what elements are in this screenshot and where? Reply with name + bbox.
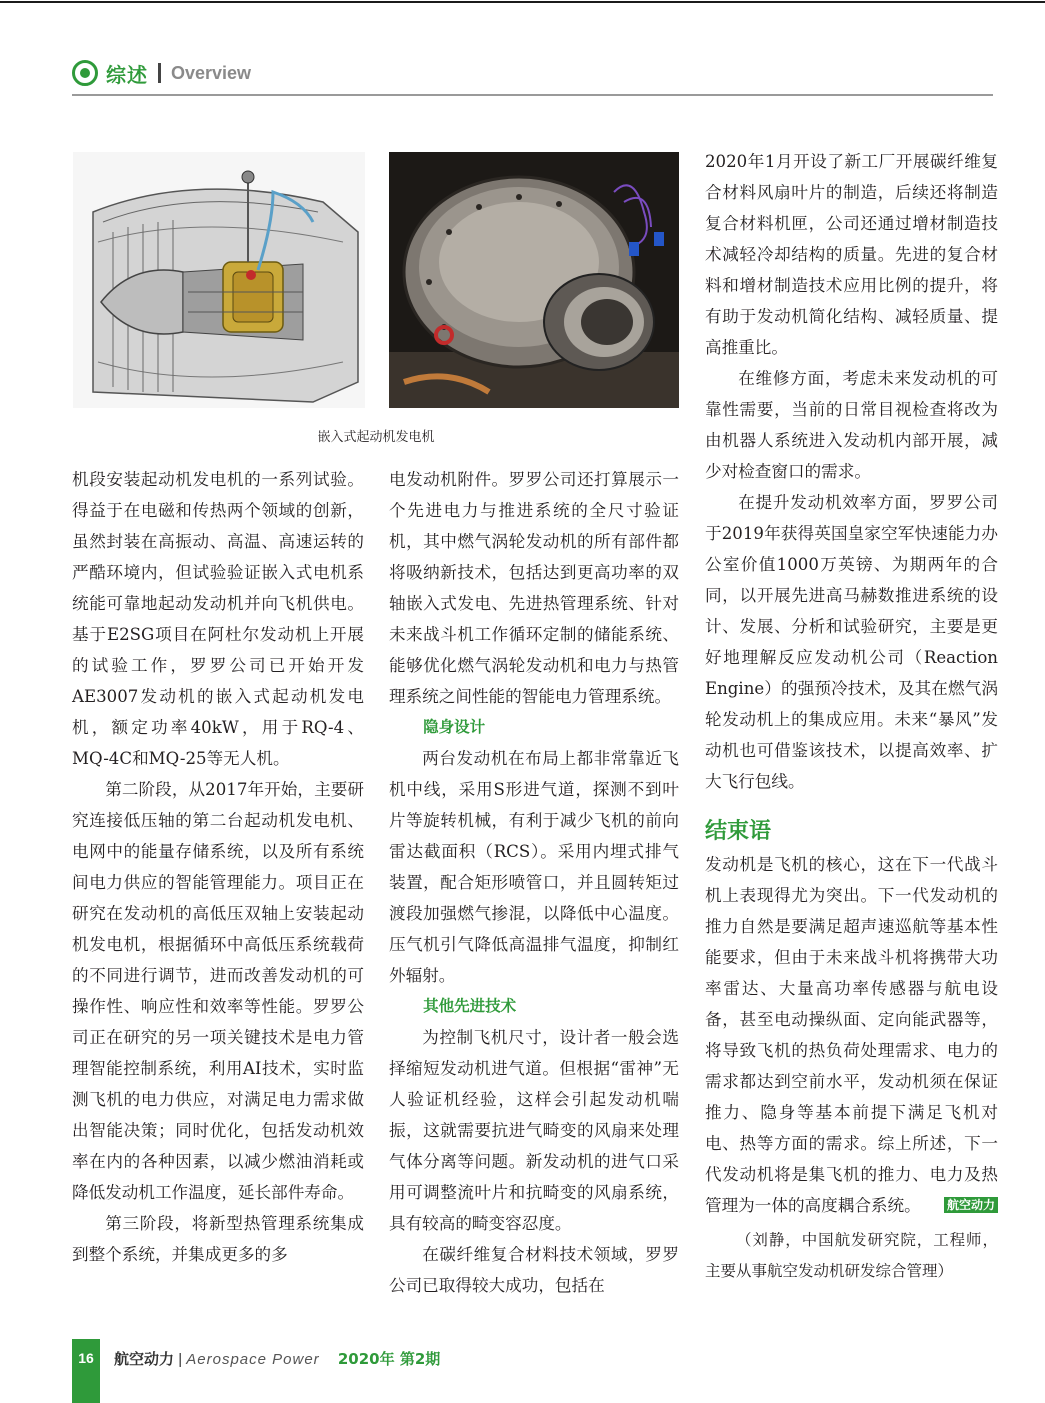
starter-generator-photo (389, 152, 679, 408)
paragraph: 电发动机附件。罗罗公司还打算展示一个先进电力与推进系统的全尺寸验证机，其中燃气涡轮发动机的所有部件都将吸纳新技术，包括达到更高功率的双轴嵌入式发电、先进热管理系统、针对未来战斗机工作循环定制的储能系统、能够优化燃气涡轮发动机和电力与热管理系统之间性能的智能电力管理系统。 (389, 470, 679, 706)
author-note: （刘静，中国航发研究院，工程师，主要从事航空发动机研发综合管理） (705, 1231, 998, 1280)
footer-page-tab (72, 1339, 100, 1403)
subheading-other-tech: 其他先进技术 (423, 997, 517, 1015)
conclusion-text: 发动机是飞机的核心，这在下一代战斗机上表现得尤为突出。下一代发动机的推力自然是要满足超声速巡航等基本性能要求，但由于未来战斗机将携带大功率雷达、大量高功率传感器与航电设备，甚至电动操纵面、定向能武器等，将导致飞机的热负荷处理需求、电力的需求都达到空前水平，发动机须在保证推力、隐身等基本前提下满足飞机对电、热等方面的需求。综上所述，下一代发动机将是集飞机的推力、电力及热管理为一体的高度耦合系统。 (705, 855, 998, 1215)
journal-logo-icon (72, 60, 98, 86)
engine-cutaway-image (73, 152, 365, 408)
end-mark-badge: 航空动力 (944, 1197, 998, 1213)
journal-name-cn: 航空动力 (114, 1350, 175, 1368)
paragraph: 为控制飞机尺寸，设计者一般会选择缩短发动机进气道。但根据“雷神”无人验证机经验，这样会引起发动机喘振，这就需要抗进气畸变的风扇来处理气体分离等问题。新发动机的进气口采用可调整流叶片和抗畸变的风扇系统，具有较高的畸变容忍度。 (389, 1028, 679, 1233)
top-rule (0, 1, 1045, 3)
section-header (72, 58, 251, 88)
paragraph: 在提升发动机效率方面，罗罗公司于2019年获得英国皇家空军快速能力办公室价值1000万英镑、为期两年的合同，以开展先进高马赫数推进系统的设计、发展、分析和试验研究，主要是更好地理解反应发动机公司（Reaction Engine）的强预冷技术，及其在燃气涡轮发动机上的集成应用。未来“暴风”发动机也可借鉴该技术，以提高效率、扩大飞行包线。 (705, 493, 998, 791)
section-title-cn: 综述 (106, 62, 148, 87)
paragraph: 在维修方面，考虑未来发动机的可靠性需要，当前的日常目视检查将改为由机器人系统进入发动机内部开展，减少对检查窗口的需求。 (705, 369, 998, 481)
header-rule (72, 94, 993, 96)
issue-label: 2020年 第2期 (337, 1350, 441, 1368)
text-column-2 (389, 464, 679, 1301)
text-column-1 (72, 464, 364, 1270)
journal-name-en: Aerospace Power (186, 1351, 320, 1368)
paragraph: 第二阶段，从2017年开始，主要研究连接低压轴的第二台起动机发电机、电网中的能量存储系统，以及所有系统间电力供应的智能管理能力。项目正在研究在发动机的高低压双轴上安装起动机发电机，根据循环中高低压系统载荷的不同进行调节，进而改善发动机的可操作性、响应性和效率等性能。罗罗公司正在研究的另一项关键技术是电力管理智能控制系统，利用AI技术，实时监测飞机的电力供应，对满足电力需求做出智能决策；同时优化，包括发动机效率在内的各种因素，以减少燃油消耗或降低发动机工作温度，延长部件寿命。 (72, 780, 364, 1202)
section-title-en: Overview (171, 62, 252, 83)
page-number: 16 (78, 1350, 94, 1366)
paragraph (705, 849, 998, 1221)
journal-divider: | (178, 1351, 187, 1368)
text-column-3 (705, 146, 998, 1287)
paragraph: 机段安装起动机发电机的一系列试验。得益于在电磁和传热两个领域的创新，虽然封装在高振动、高温、高速运转的严酷环境内，但试验验证嵌入式电机系统能可靠地起动发动机并向飞机供电。基于E2SG项目在阿杜尔发动机上开展的试验工作，罗罗公司已开始开发AE3007发动机的嵌入式起动机发电机，额定功率40kW，用于RQ-4、MQ-4C和MQ-25等无人机。 (72, 470, 364, 768)
paragraph: 在碳纤维复合材料技术领域，罗罗公司已取得较大成功，包括在 (389, 1245, 679, 1295)
paragraph: 2020年1月开设了新工厂开展碳纤维复合材料风扇叶片的制造，后续还将制造复合材料机匣，公司还通过增材制造技术减轻冷却结构的质量。先进的复合材料和增材制造技术应用比例的提升，将有助于发动机简化结构、减轻质量、提高推重比。 (705, 152, 998, 357)
paragraph: 第三阶段，将新型热管理系统集成到整个系统，并集成更多的多 (72, 1214, 364, 1264)
footer-journal (114, 1348, 440, 1369)
figure-caption: 嵌入式起动机发电机 (317, 430, 435, 445)
subheading-stealth: 隐身设计 (423, 718, 486, 736)
paragraph: 两台发动机在布局上都非常靠近飞机中线，采用S形进气道，探测不到叶片等旋转机械，有利于减少飞机的前向雷达截面积（RCS）。采用内埋式排气装置，配合矩形喷管口，并且圆转矩过渡段加强燃气掺混，以降低中心温度。压气机引气降低高温排气温度，抑制红外辐射。 (389, 749, 679, 985)
conclusion-heading: 结束语 (705, 819, 772, 844)
section-divider (158, 63, 161, 83)
